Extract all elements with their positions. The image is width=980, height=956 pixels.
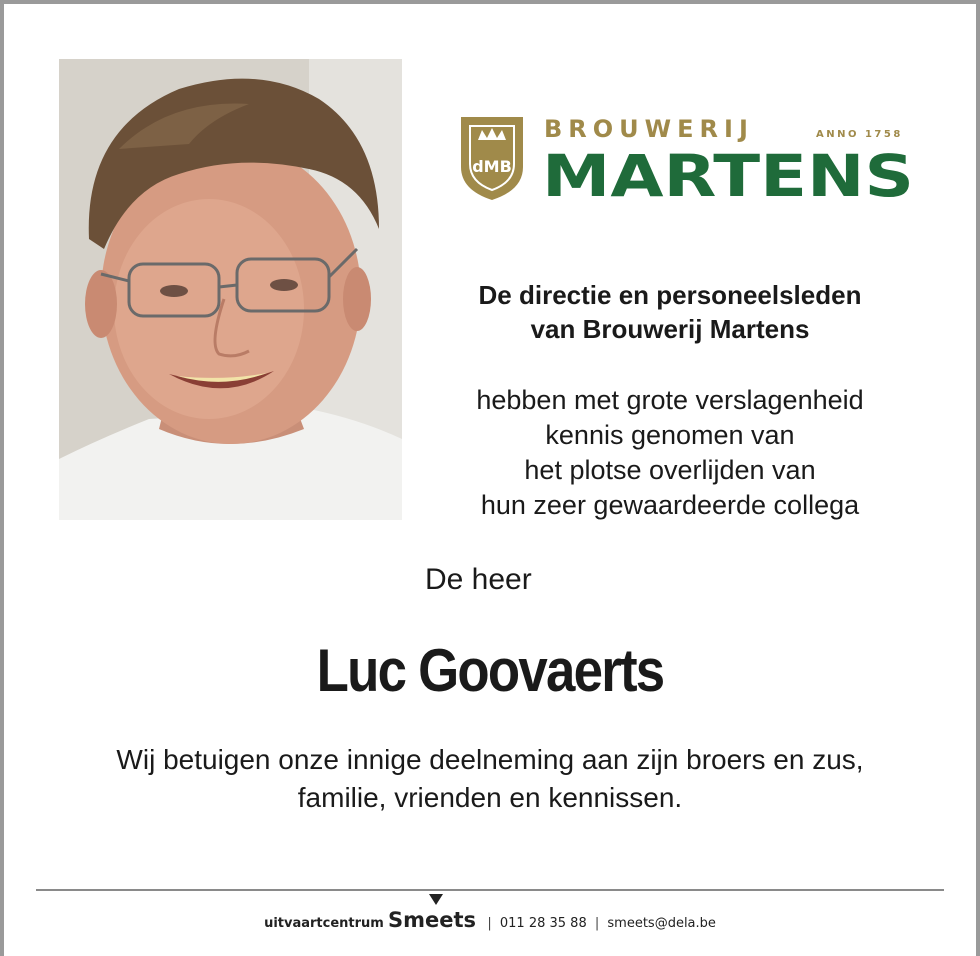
condolence-line: Wij betuigen onze innige deelneming aan zijn broers en zus, bbox=[116, 744, 864, 775]
honorific-title: De heer bbox=[425, 563, 532, 596]
message-block bbox=[420, 383, 920, 523]
logo-anno: ANNO 1758 bbox=[816, 129, 903, 140]
footer-label: uitvaartcentrum bbox=[264, 916, 384, 931]
organisation-block bbox=[420, 278, 920, 346]
separator: | bbox=[594, 916, 600, 931]
message-line: hebben met grote verslagenheid bbox=[476, 385, 864, 415]
message-line: het plotse overlijden van bbox=[524, 455, 816, 485]
deceased-name: Luc Goovaerts bbox=[316, 637, 664, 704]
footer-phone: 011 28 35 88 bbox=[499, 916, 587, 931]
message-line: kennis genomen van bbox=[545, 420, 795, 450]
org-line: van Brouwerij Martens bbox=[530, 314, 810, 344]
message-line: hun zeer gewaardeerde collega bbox=[480, 490, 860, 520]
condolence-line: familie, vrienden en kennissen. bbox=[297, 782, 683, 813]
footer-brand bbox=[388, 908, 483, 932]
org-line: De directie en personeelsleden bbox=[478, 280, 862, 310]
footer-divider bbox=[36, 889, 944, 891]
funeral-home-footer bbox=[0, 908, 980, 932]
triangle-marker-icon bbox=[429, 894, 443, 905]
emblem-text: dMB bbox=[472, 157, 512, 176]
condolence-text bbox=[0, 741, 980, 817]
footer-email: smeets@dela.be bbox=[607, 916, 716, 931]
logo-brand-top: BROUWERIJ bbox=[544, 115, 754, 143]
portrait-photo bbox=[59, 59, 402, 520]
brouwerij-martens-logo bbox=[458, 112, 918, 204]
logo-brand-main: MARTENS bbox=[542, 142, 914, 204]
footer-brand-text: Smeets bbox=[388, 908, 477, 932]
separator: | bbox=[487, 916, 492, 931]
